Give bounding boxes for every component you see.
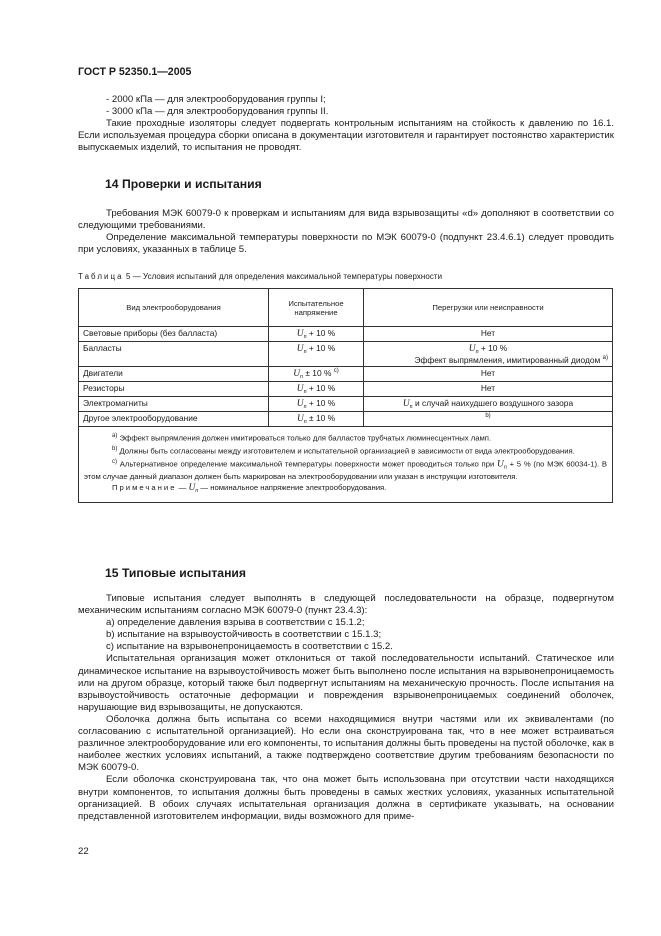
list-item: a) определение давления взрыва в соответствии с 15.1.2; <box>106 617 365 629</box>
footnote-b: $^{b)}$ Должны быть согласованы между изготовителем и испытательной организацией в зависимости от вида электрооборудования. <box>112 445 575 456</box>
cell-fault: Нет <box>364 327 613 342</box>
paragraph: Требования МЭК 60079-0 к проверкам и испытаниям для вида взрывозащиты «d» дополняют в соответствии со следующими требованиями. <box>78 208 614 232</box>
cell-type: Балласты <box>79 342 269 367</box>
paragraph: Определение максимальной температуры поверхности по МЭК 60079-0 (подпункт 23.4.6.1) следует проводить при условиях, указанных в таблице 5. <box>78 232 614 256</box>
cell-fault: $U_n + 10$ % Эффект выпрямления, имитированный диодом $^{а)}$ <box>364 342 613 367</box>
cell-fault: b) <box>364 412 613 427</box>
paragraph: Испытательная организация может отклониться от такой последовательности испытаний. Статическое или динамическое испытание на взрывоустойчивость может быть выполнено после испытания на взрывонепроницаемость или на другом образце, который также был подвергнут испытаниям на механическую прочность. После испытания на взрывоустойчивость остаточные деформации и повреждения взрывонепроницаемых соединений оболочек, нарушающие вид взрывозащиты, не допускаются. <box>78 653 614 713</box>
footnote-c: $^{c)}$ Альтернативное определение максимальной температуры поверхности может проводиться только при $U_n + 5$ % (по МЭК 60034-1). В этом случае данный диапазон должен быть маркирован на электрооборудовании или указан в инструкции изготовителя. <box>84 458 608 482</box>
section-14-body <box>78 208 614 256</box>
intro-block <box>78 94 614 154</box>
cell-voltage: $U_n + 10$ % <box>269 382 364 397</box>
section-15-title: 15 Типовые испытания <box>105 566 247 580</box>
paragraph: Оболочка должна быть испытана со всеми находящимися внутри частями или их эквивалентами (по согласованию с испытательной организацией). Но если она сконструирована так, что в нее может встраиваться различное электрооборудование или его компоненты, то испытания должны быть проведены на пустой оболочке, как в наиболее жестких условиях испытаний, а также подтверждено соответствие другим требованиям безопасности по МЭК 60079-0. <box>78 713 614 774</box>
cell-type: Резисторы <box>79 382 269 397</box>
table-row <box>79 327 613 342</box>
table-row <box>79 412 613 427</box>
cell-voltage: $U_n \pm 10$ % $^{с)}$ <box>269 367 364 382</box>
cell-type: Световые приборы (без балласта) <box>79 327 269 342</box>
footnote-a: $^{а)}$ Эффект выпрямления должен имитироваться только для балластов трубчатых люминесцентных ламп. <box>112 433 492 443</box>
table-footnotes-row <box>79 427 613 503</box>
cell-fault: $U_n$ и случай наихудшего воздушного зазора <box>364 397 613 412</box>
column-header: Вид электрооборудования <box>79 289 269 327</box>
table-caption-label: Таблица <box>78 272 124 281</box>
table-5 <box>78 288 613 503</box>
cell-voltage: $U_n + 10$ % <box>269 327 364 342</box>
column-header: Испытательное напряжение <box>269 289 364 327</box>
list-item: c) испытание на взрывонепроницаемость в соответствии с 15.2. <box>106 641 393 653</box>
cell-voltage: $U_n \pm 10$ % <box>269 412 364 427</box>
table-header-row <box>79 289 613 327</box>
paragraph: Если оболочка сконструирована так, что она может быть использована при отсутствии части находящихся внутри компонентов, то испытания должны быть проведены в самых жестких условиях, указанных испытательной организацией. В обоих случаях испытательная организация должна в сертификате указывать, на основании представленной изготовителем информации, виды возможного для приме- <box>78 774 614 822</box>
page-number: 22 <box>78 846 89 857</box>
table-note: Примечание — $U_n$ — номинальное напряжение электрооборудования. <box>112 482 387 494</box>
table-row <box>79 367 613 382</box>
cell-fault: Нет <box>364 382 613 397</box>
table-row <box>79 382 613 397</box>
table-caption-text: 5 — Условия испытаний для определения максимальной температуры поверхности <box>125 272 443 281</box>
table-caption <box>78 272 442 281</box>
column-header: Перегрузки или неисправности <box>364 289 613 327</box>
list-item: - 3000 кПа — для электрооборудования группы II. <box>106 106 329 118</box>
table-row <box>79 397 613 412</box>
section-15-body <box>78 593 614 823</box>
cell-voltage: $U_n + 10$ % <box>269 342 364 367</box>
list-item: - 2000 кПа — для электрооборудования группы I; <box>106 94 326 105</box>
cell-type: Электромагниты <box>79 397 269 412</box>
cell-type: Двигатели <box>79 367 269 382</box>
section-14-title: 14 Проверки и испытания <box>105 177 262 191</box>
paragraph: Такие проходные изоляторы следует подвергать контрольным испытаниям на стойкость к давлению по 16.1. Если используемая процедура сборки описана в документации изготовителя и гарантирует постоянство характеристик выпускаемых изделий, то испытания не проводят. <box>78 118 614 154</box>
cell-voltage: $U_n + 10$ % <box>269 397 364 412</box>
table-row <box>79 342 613 367</box>
paragraph: Типовые испытания следует выполнять в следующей последовательности на образце, подвергнутом механическим испытаниям согласно МЭК 60079-0 (пункт 23.4.3): <box>78 593 614 617</box>
cell-fault: Нет <box>364 367 613 382</box>
table-footnotes <box>79 427 613 503</box>
standard-header: ГОСТ Р 52350.1—2005 <box>78 66 192 78</box>
list-item: b) испытание на взрывоустойчивость в соответствии с 15.1.3; <box>106 629 382 641</box>
cell-type: Другое электрооборудование <box>79 412 269 427</box>
